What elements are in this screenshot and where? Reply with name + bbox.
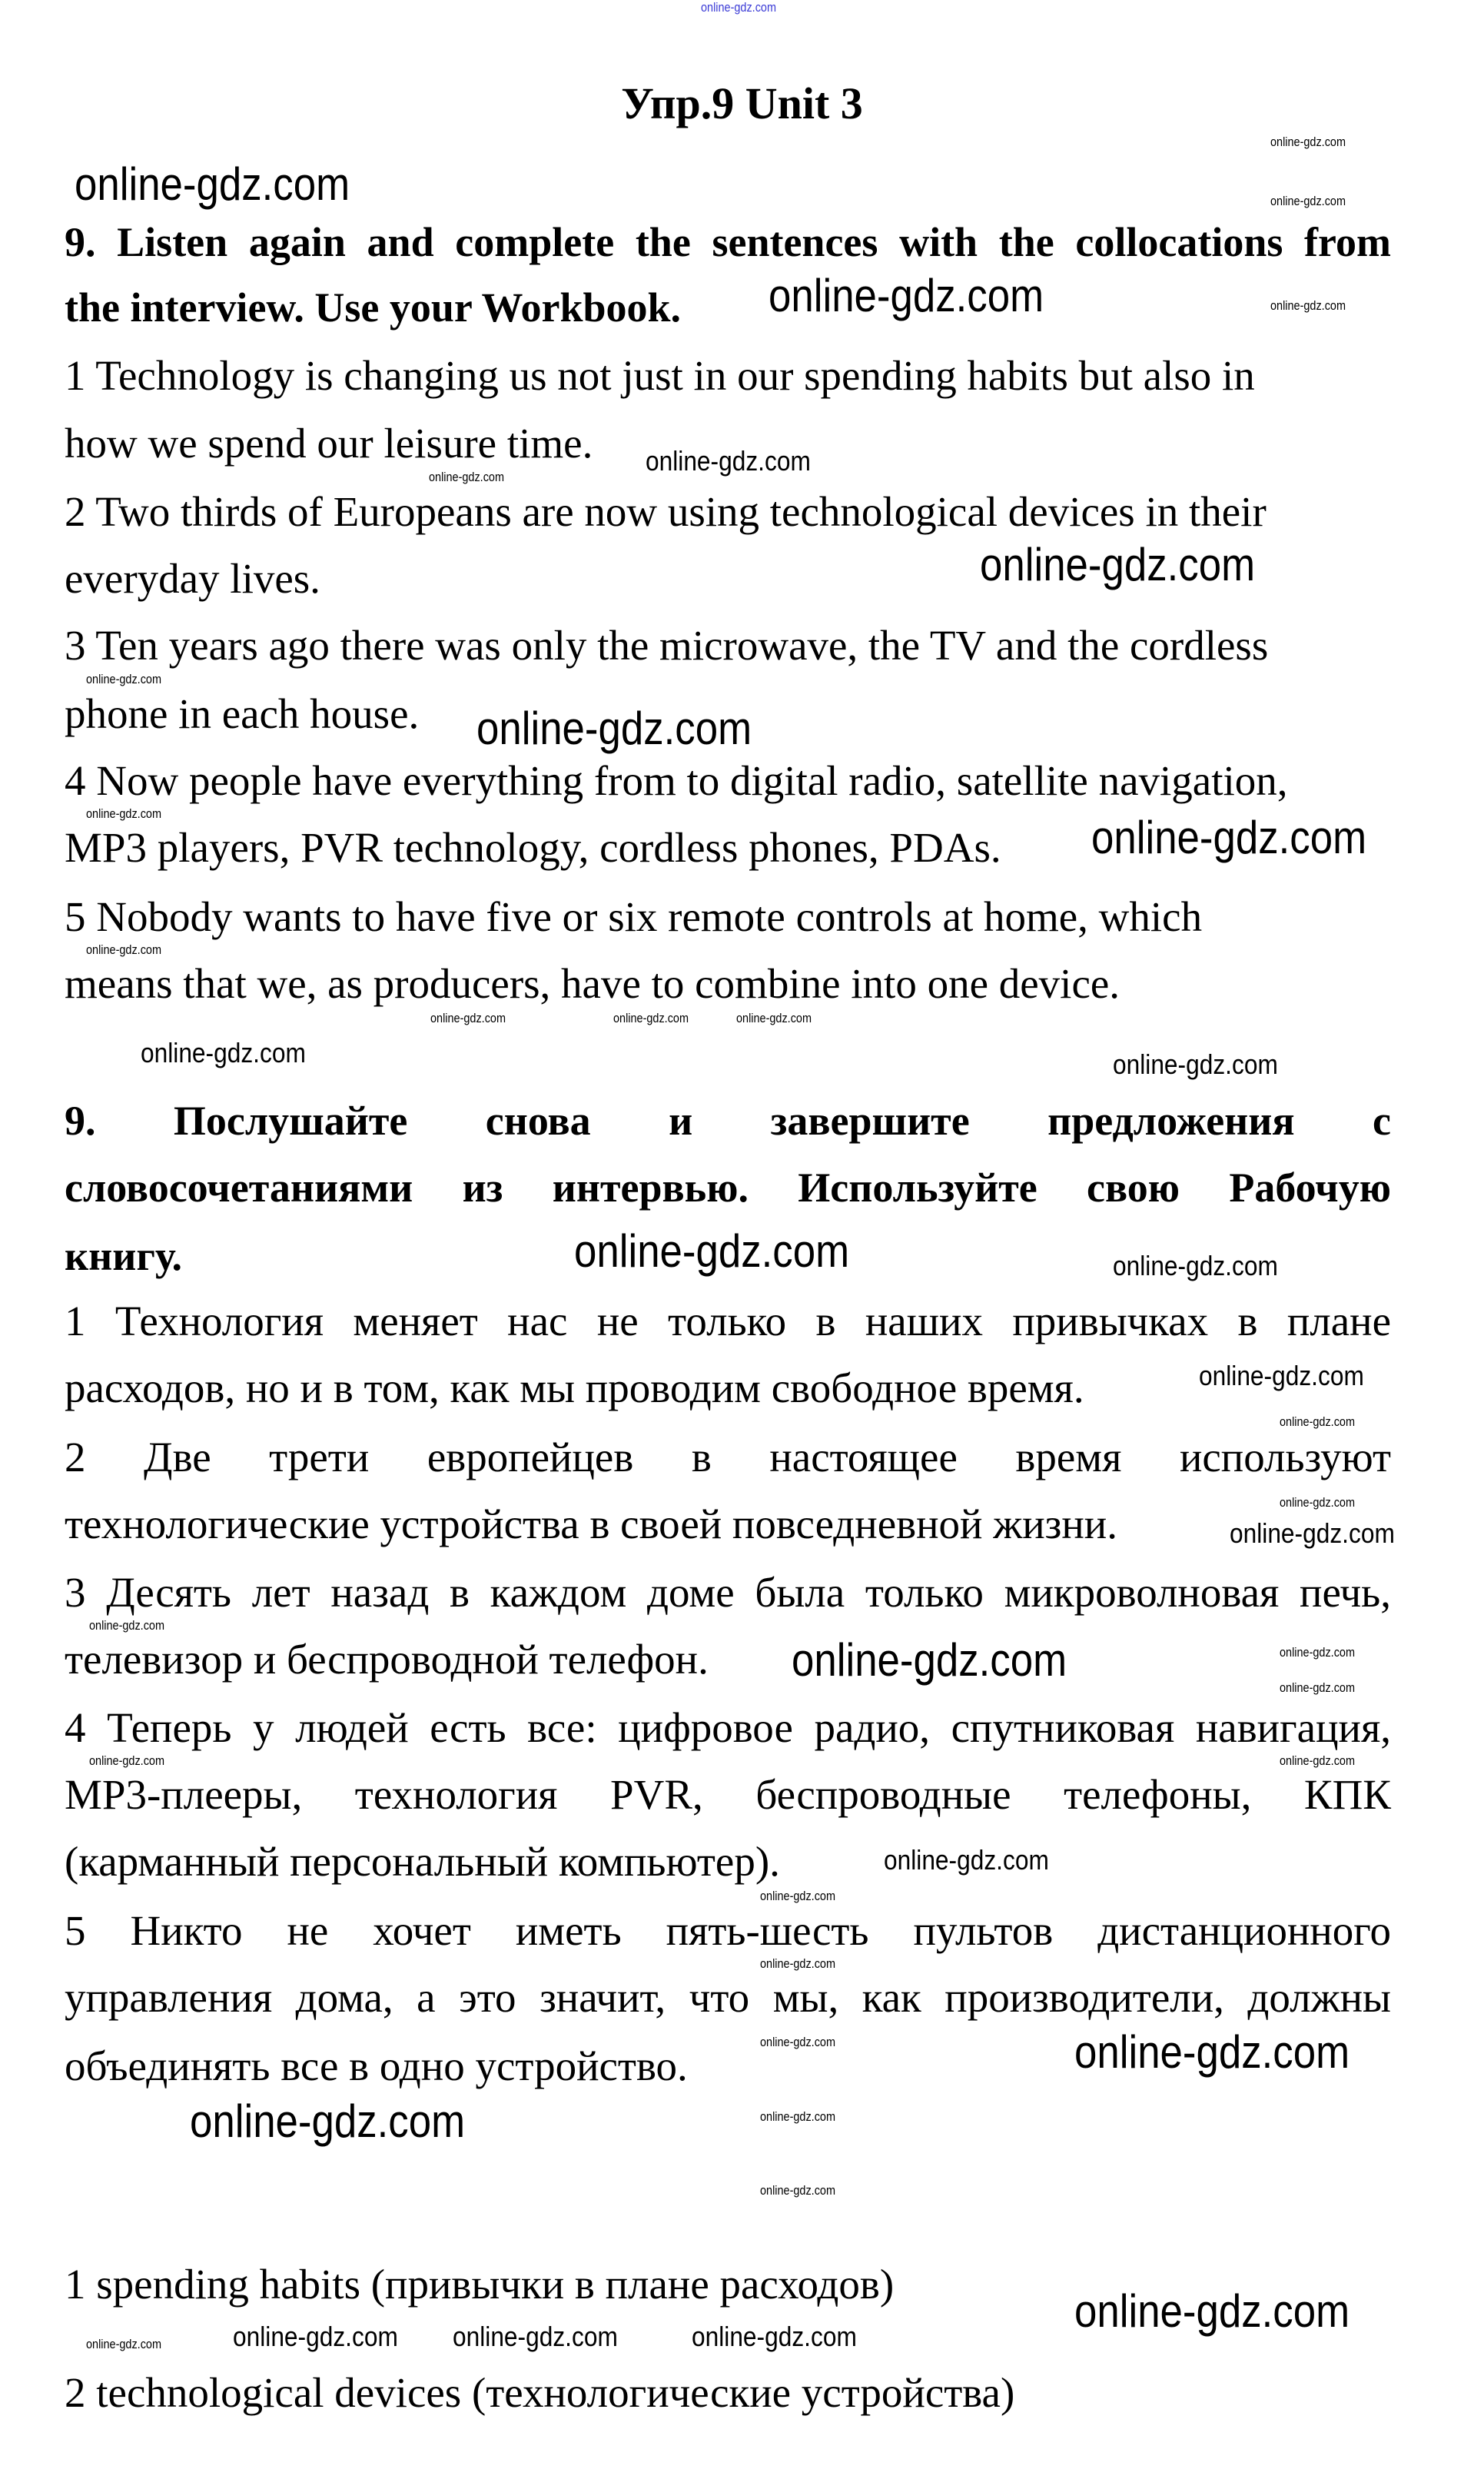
answer-item: 1 spending habits (привычки в плане расходов) [65,2261,895,2308]
watermark-text: online-gdz.com [1280,1414,1355,1429]
watermark-text: online-gdz.com [1113,1048,1278,1080]
watermark-text: online-gdz.com [1230,1517,1395,1549]
sentence-en: 3 Ten years ago there was only the microwave, the TV and the cordless [65,622,1269,669]
exercise-heading-en: 9. Listen again and complete the sentences with the collocations from [65,219,1391,265]
sentence-ru: 4 Теперь у людей есть все: цифровое радио, спутниковая навигация, [65,1704,1391,1751]
answer-item: 2 technological devices (технологические устройства) [65,2369,1015,2416]
watermark-text: online-gdz.com [1270,135,1346,149]
sentence-ru: телевизор и беспроводной телефон. [65,1636,709,1683]
watermark-text: online-gdz.com [86,672,161,686]
sentence-ru: 3 Десять лет назад в каждом доме была только микроволновая печь, [65,1569,1391,1616]
sentence-ru: расходов, но и в том, как мы проводим свободное время. [65,1364,1084,1411]
watermark-text: online-gdz.com [1074,2285,1350,2337]
sentence-ru: технологические устройства в своей повседневной жизни. [65,1500,1117,1547]
sentence-en: 1 Technology is changing us not just in our spending habits but also in [65,352,1255,399]
watermark-text: online-gdz.com [1113,1250,1278,1281]
sentence-ru: 2 Две трети европейцев в настоящее время используют [65,1434,1391,1480]
watermark-text: online-gdz.com [1280,1645,1355,1660]
watermark-text: online-gdz.com [692,2321,857,2352]
watermark-text: online-gdz.com [1091,812,1367,863]
sentence-en: 2 Two thirds of Europeans are now using technological devices in their [65,488,1267,535]
watermark-text: online-gdz.com [430,1011,506,1025]
exercise-heading-ru: 9. Послушайте снова и завершите предложения с [65,1098,1391,1144]
sentence-ru: 5 Никто не хочет иметь пять-шесть пультов дистанционного [65,1907,1391,1954]
exercise-heading-ru: словосочетаниями из интервью. Используйте свою Рабочую [65,1165,1391,1211]
watermark-text: online-gdz.com [1270,194,1346,208]
watermark-text: online-gdz.com [760,1889,835,1903]
sentence-en: 4 Now people have everything from to digital radio, satellite navigation, [65,757,1288,804]
exercise-heading-ru: книгу. [65,1233,182,1279]
watermark-text: online-gdz.com [736,1011,812,1025]
sentence-en: MP3 players, PVR technology, cordless phones, PDAs. [65,824,1001,871]
watermark-text: online-gdz.com [233,2321,398,2352]
watermark-text: online-gdz.com [86,806,161,821]
watermark-text: online-gdz.com [1280,1753,1355,1768]
watermark-text: online-gdz.com [574,1225,850,1277]
watermark-text: online-gdz.com [760,2035,835,2049]
watermark-text: online-gdz.com [190,2095,466,2147]
watermark-text: online-gdz.com [86,942,161,957]
sentence-en: how we spend our leisure time. [65,420,593,467]
sentence-en: everyday lives. [65,555,320,602]
sentence-en: phone in each house. [65,690,420,737]
watermark-text: online-gdz.com [453,2321,618,2352]
watermark-text: online-gdz.com [141,1037,306,1068]
sentence-ru: управления дома, а это значит, что мы, как производители, должны [65,1974,1391,2021]
watermark-text: online-gdz.com [792,1634,1067,1686]
watermark-text: online-gdz.com [760,1956,835,1971]
page-title: Упр.9 Unit 3 [621,78,863,128]
watermark-text: online-gdz.com [884,1844,1049,1876]
sentence-ru: MP3-плееры, технология PVR, беспроводные телефоны, КПК [65,1771,1391,1818]
sentence-en: 5 Nobody wants to have five or six remote controls at home, which [65,893,1203,940]
watermark-text: online-gdz.com [646,445,811,477]
sentence-ru: (карманный персональный компьютер). [65,1838,780,1885]
watermark-text: online-gdz.com [760,2109,835,2124]
sentence-ru: 1 Технология меняет нас не только в наших привычках в плане [65,1298,1391,1344]
watermark-text: online-gdz.com [89,1618,164,1633]
watermark-text: online-gdz.com [760,2183,835,2198]
watermark-text: online-gdz.com [613,1011,689,1025]
watermark-text: online-gdz.com [429,470,504,484]
watermark-text: online-gdz.com [980,539,1256,590]
watermark-text: online-gdz.com [89,1753,164,1768]
watermark-text: online-gdz.com [1074,2026,1350,2078]
watermark-text: online-gdz.com [1280,1495,1355,1510]
watermark-text: online-gdz.com [476,703,752,754]
watermark-text: online-gdz.com [769,270,1044,321]
exercise-heading-en: the interview. Use your Workbook. [65,284,682,331]
watermark-text: online-gdz.com [701,0,776,15]
watermark-text: online-gdz.com [1280,1680,1355,1695]
watermark-text: online-gdz.com [1199,1360,1364,1391]
watermark-text: online-gdz.com [86,2337,161,2351]
watermark-text: online-gdz.com [75,158,350,210]
sentence-ru: объединять все в одно устройство. [65,2042,688,2089]
sentence-en: means that we, as producers, have to combine into one device. [65,960,1120,1007]
watermark-text: online-gdz.com [1270,298,1346,313]
